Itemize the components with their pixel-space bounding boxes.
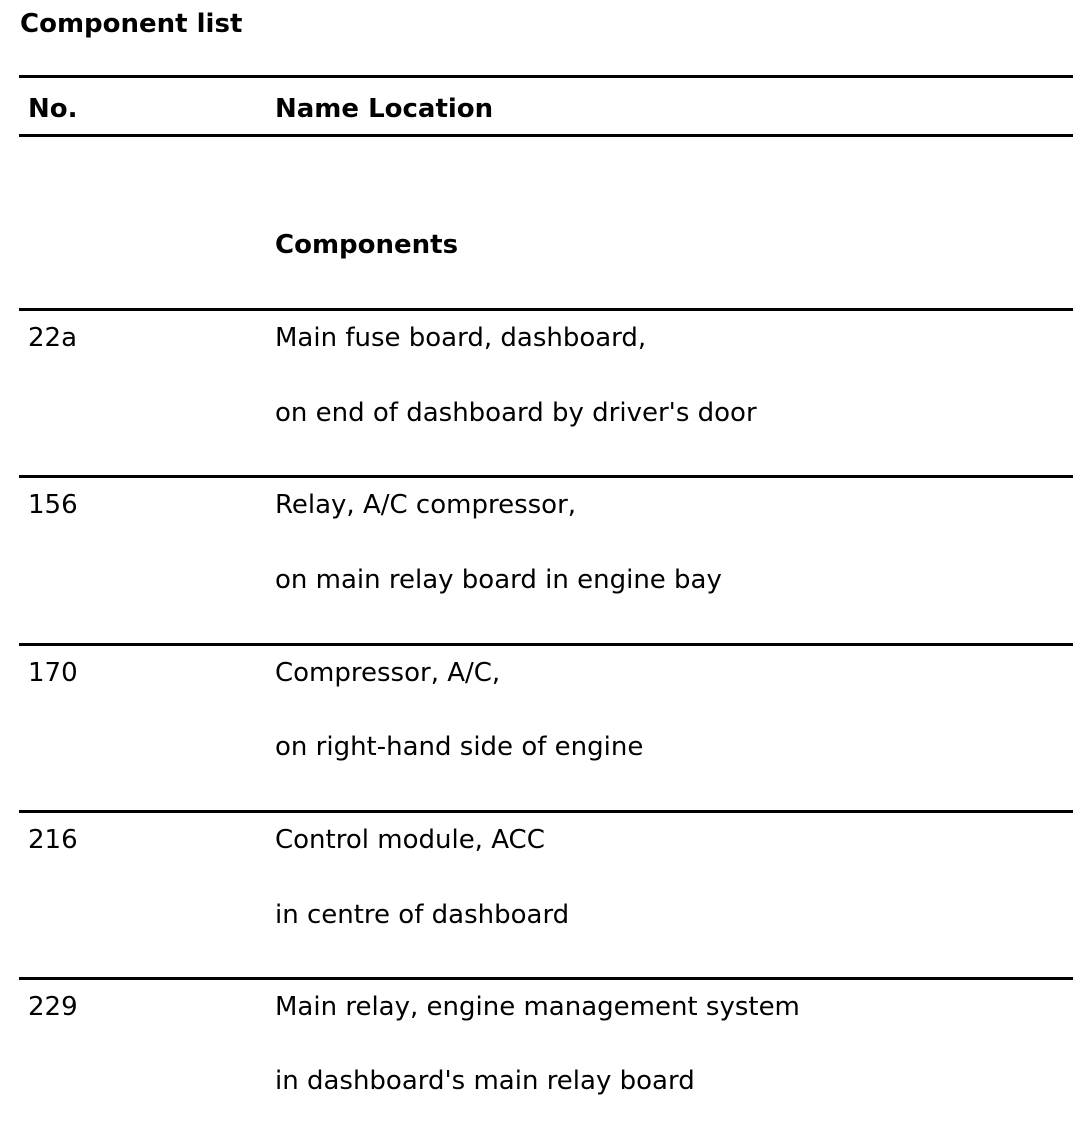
component-location: in dashboard's main relay board bbox=[275, 1066, 695, 1096]
header-no: No. bbox=[28, 94, 78, 124]
component-location: in centre of dashboard bbox=[275, 900, 570, 930]
component-number: 156 bbox=[28, 490, 78, 520]
row-divider bbox=[19, 475, 1073, 478]
row-divider bbox=[19, 810, 1073, 813]
component-number: 229 bbox=[28, 992, 78, 1022]
header-name-location: Name Location bbox=[275, 94, 494, 124]
row-divider bbox=[19, 308, 1073, 311]
table-top-rule bbox=[19, 75, 1073, 78]
component-name: Control module, ACC bbox=[275, 825, 545, 855]
component-number: 22a bbox=[28, 323, 78, 353]
component-location: on right-hand side of engine bbox=[275, 732, 644, 762]
component-name: Main fuse board, dashboard, bbox=[275, 323, 647, 353]
page-title: Component list bbox=[20, 9, 243, 39]
component-number: 170 bbox=[28, 658, 78, 688]
row-divider bbox=[19, 977, 1073, 980]
component-number: 216 bbox=[28, 825, 78, 855]
component-name: Relay, A/C compressor, bbox=[275, 490, 577, 520]
header-bottom-rule bbox=[19, 134, 1073, 137]
component-location: on end of dashboard by driver's door bbox=[275, 398, 757, 428]
component-name: Compressor, A/C, bbox=[275, 658, 501, 688]
component-name: Main relay, engine management system bbox=[275, 992, 800, 1022]
component-location: on main relay board in engine bay bbox=[275, 565, 722, 595]
section-heading: Components bbox=[275, 230, 459, 260]
row-divider bbox=[19, 643, 1073, 646]
